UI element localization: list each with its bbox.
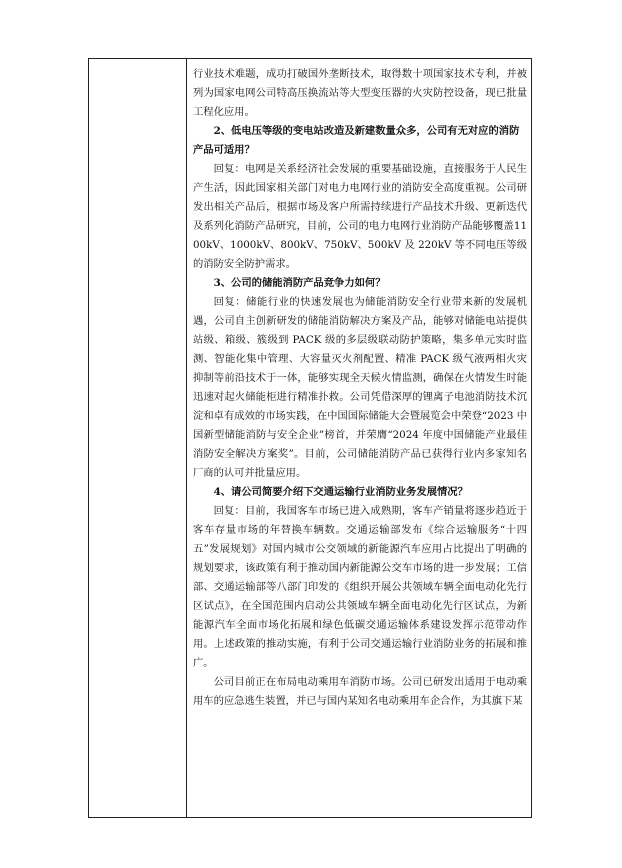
answer-4-paragraph-continued: 公司目前正在布局电动乘用车消防市场。公司已研发出适用于电动乘用车的应急逃生装置，并已与国内某知名电动乘用车企合作，为其旗下某 — [193, 676, 527, 707]
question-3-heading: 3、公司的储能消防产品竞争力如何？ — [213, 277, 386, 289]
question-2-heading: 2、低电压等级的变电站改造及新建数量众多，公司有无对应的消防产品可适用？ — [193, 125, 520, 156]
answer-4-paragraph: 回复：目前，我国客车市场已进入成熟期，客车产销量将逐步趋近于客车存量市场的年替换车辆数。交通运输部发布《综合运输服务“十四五”发展规划》对国内城市公交领域的新能源汽车应用占比提出了明确的规划要求，该政策有利于推动国内新能源公交车市场的进一步发展；工信部、交通运输部等八部门印发的《组织开展公共领域车辆全面电动化先行区试点》，在全国范围内启动公共领域车辆全面电动化先行区试点，为新能源汽车全面市场化拓展和绿色低碳交通运输体系建设发挥示范带动作用。上述政策的推动实施，有利于公司交通运输行业消防业务的拓展和推广。 — [193, 505, 527, 669]
table-left-column — [89, 59, 187, 817]
table-content-column — [187, 59, 532, 817]
question-4-heading: 4、请公司简要介绍下交通运输行业消防业务发展情况？ — [213, 486, 468, 498]
answer-2-paragraph: 回复：电网是关系经济社会发展的重要基础设施，直接服务于人民生产生活，因此国家相关部门对电力电网行业的消防安全高度重视。公司研发出相关产品后，根据市场及客户所需持续进行产品技术升级、更新迭代及系列化消防产品研究，目前，公司的电力电网行业消防产品能够覆盖1100kV、1000kV、800kV、750kV、500kV 及 220kV 等不同电压等级的消防安全防护需求。 — [193, 163, 527, 270]
paragraph-intro-continuation: 行业技术难题，成功打破国外垄断技术，取得数十项国家技术专利，并被列为国家电网公司特高压换流站等大型变压器的火灾防控设备，现已批量工程化应用。 — [193, 68, 527, 118]
qa-table — [88, 58, 532, 818]
answer-3-paragraph: 回复：储能行业的快速发展也为储能消防安全行业带来新的发展机遇，公司自主创新研发的储能消防解决方案及产品，能够对储能电站提供站级、箱级、簇级到 PACK 级的多层级联动防护策略，集多单元实时监测、智能化集中管理、大容量灭火剂配置、精准 PACK 级气液两相火灾抑制等前沿技术于一体，能够实现全天候火情监测，确保在火情发生时能迅速对起火储能柜进行精准扑救。公司凭借深厚的锂离子电池消防技术沉淀和卓有成效的市场实践，在中国国际储能大会暨展览会中荣登“2023 中国新型储能消防与安全企业”榜首，并荣膺“2024 年度中国储能产业最佳消防安全解决方案奖”。目前，公司储能消防产品已获得行业内多家知名厂商的认可并批量应用。 — [193, 296, 527, 479]
